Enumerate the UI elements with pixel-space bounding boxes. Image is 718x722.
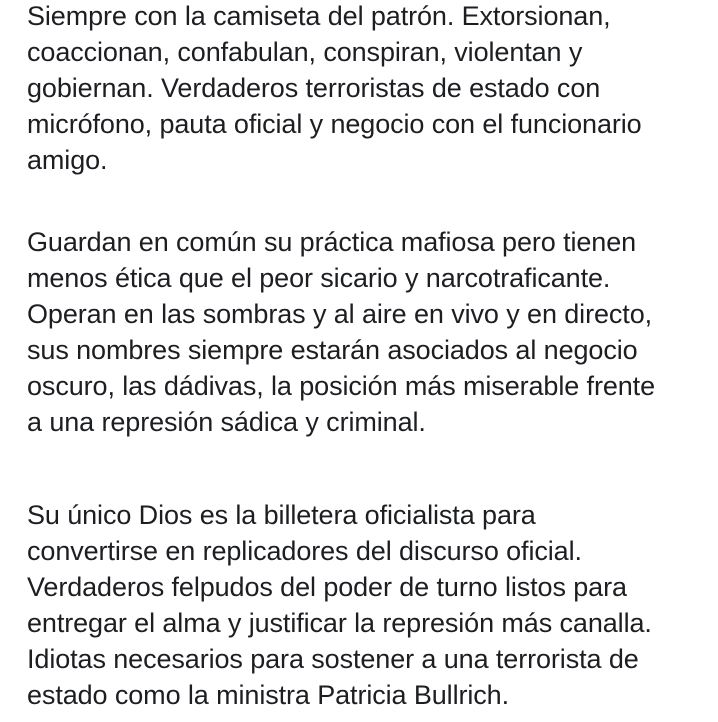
text-line: Idiotas necesarios para sostener a una terrorista de xyxy=(27,644,639,674)
text-line: Guardan en común su práctica mafiosa pero tienen xyxy=(27,227,637,257)
text-line: estado como la ministra Patricia Bullrich. xyxy=(27,680,509,710)
text-line: convertirse en replicadores del discurso oficial. xyxy=(27,536,582,566)
paragraph-1 xyxy=(27,0,642,178)
text-line: Verdaderos felpudos del poder de turno listos para xyxy=(27,572,627,602)
text-line: Su único Dios es la billetera oficialista para xyxy=(27,500,536,530)
text-line: oscuro, las dádivas, la posición más miserable frente xyxy=(27,371,656,401)
paragraph-3 xyxy=(27,497,652,713)
text-line: amigo. xyxy=(27,145,108,175)
text-line: micrófono, pauta oficial y negocio con el funcionario xyxy=(27,109,642,139)
text-line: Siempre con la camiseta del patrón. Extorsionan, xyxy=(27,1,611,31)
text-line: menos ética que el peor sicario y narcotraficante. xyxy=(27,263,611,293)
text-line: sus nombres siempre estarán asociados al negocio xyxy=(27,335,638,365)
paragraph-2 xyxy=(27,224,655,440)
text-line: a una represión sádica y criminal. xyxy=(27,407,426,437)
text-line: coaccionan, confabulan, conspiran, violentan y xyxy=(27,37,583,67)
text-line: Operan en las sombras y al aire en vivo y en directo, xyxy=(27,299,653,329)
text-line: gobiernan. Verdaderos terroristas de estado con xyxy=(27,73,601,103)
text-line: entregar el alma y justificar la represión más canalla. xyxy=(27,608,652,638)
